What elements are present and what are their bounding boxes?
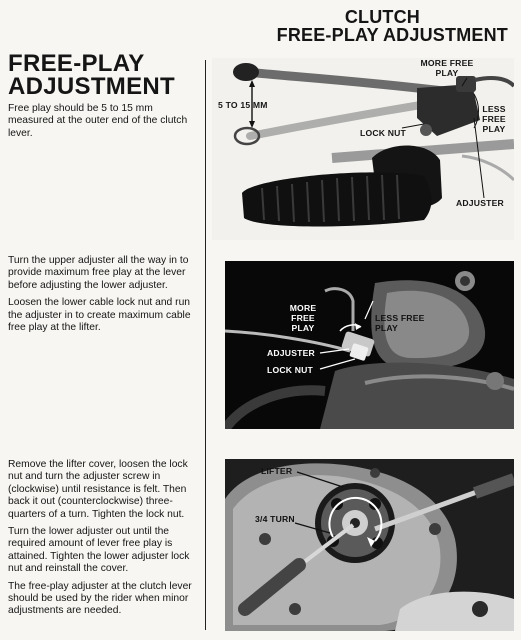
clutch-lever-illustration <box>212 58 514 240</box>
figure-lower-adjuster <box>225 261 514 429</box>
intro-paragraph <box>8 103 198 145</box>
intro-text: Free play should be 5 to 15 mm measured at the outer end of the clutch lever. <box>8 103 188 139</box>
figure-lifter <box>225 459 514 631</box>
page-header <box>198 8 508 44</box>
label-more-free-play: MORE FREE PLAY <box>420 58 474 78</box>
label-free-play-range: 5 TO 15 MM <box>218 100 268 110</box>
column-divider <box>205 60 206 630</box>
label-less-free-play: LESS FREE PLAY <box>482 104 506 134</box>
figure-clutch-lever <box>212 58 514 240</box>
step-2-text: Loosen the lower cable lock nut and run the adjuster in to create maximum cable free play at the lifter. <box>8 297 191 334</box>
step-3-text: Remove the lifter cover, loosen the lock nut and turn the adjuster screw in (clockwise) until resistance is felt. Then back it out (counterclockwise) three-quarters of a turn. Tighten the lock nut. <box>8 459 188 520</box>
header-line-2: FREE-PLAY ADJUSTMENT <box>276 25 508 45</box>
lifter-illustration <box>225 459 514 631</box>
label-lifter: LIFTER <box>261 466 293 476</box>
label-lock-nut-2: LOCK NUT <box>267 365 313 375</box>
section-title-line-2: ADJUSTMENT <box>8 73 176 100</box>
step-4-text: Turn the lower adjuster out until the required amount of lever free play is attained. Tighten the lower adjuster lock nut and reinstall the cover. <box>8 526 190 575</box>
label-more-free-play-2: MORE FREE PLAY <box>289 303 317 333</box>
steps-lower <box>8 459 198 623</box>
label-less-free-play-2: LESS FREE PLAY <box>375 313 425 333</box>
label-adjuster: ADJUSTER <box>456 198 504 208</box>
label-lock-nut: LOCK NUT <box>360 128 406 138</box>
lower-adjuster-illustration <box>225 261 514 429</box>
header-line-1: CLUTCH <box>344 7 420 27</box>
steps-upper <box>8 255 198 339</box>
section-title-line-1: FREE-PLAY <box>8 50 145 77</box>
label-three-quarter-turn: 3/4 TURN <box>255 514 295 524</box>
section-title <box>8 52 175 98</box>
label-adjuster-2: ADJUSTER <box>267 348 315 358</box>
step-1-text: Turn the upper adjuster all the way in to provide maximum free play at the lever before adjusting the lower adjuster. <box>8 255 189 291</box>
step-5-text: The free-play adjuster at the clutch lever should be used by the rider when minor adjustments are needed. <box>8 580 192 617</box>
